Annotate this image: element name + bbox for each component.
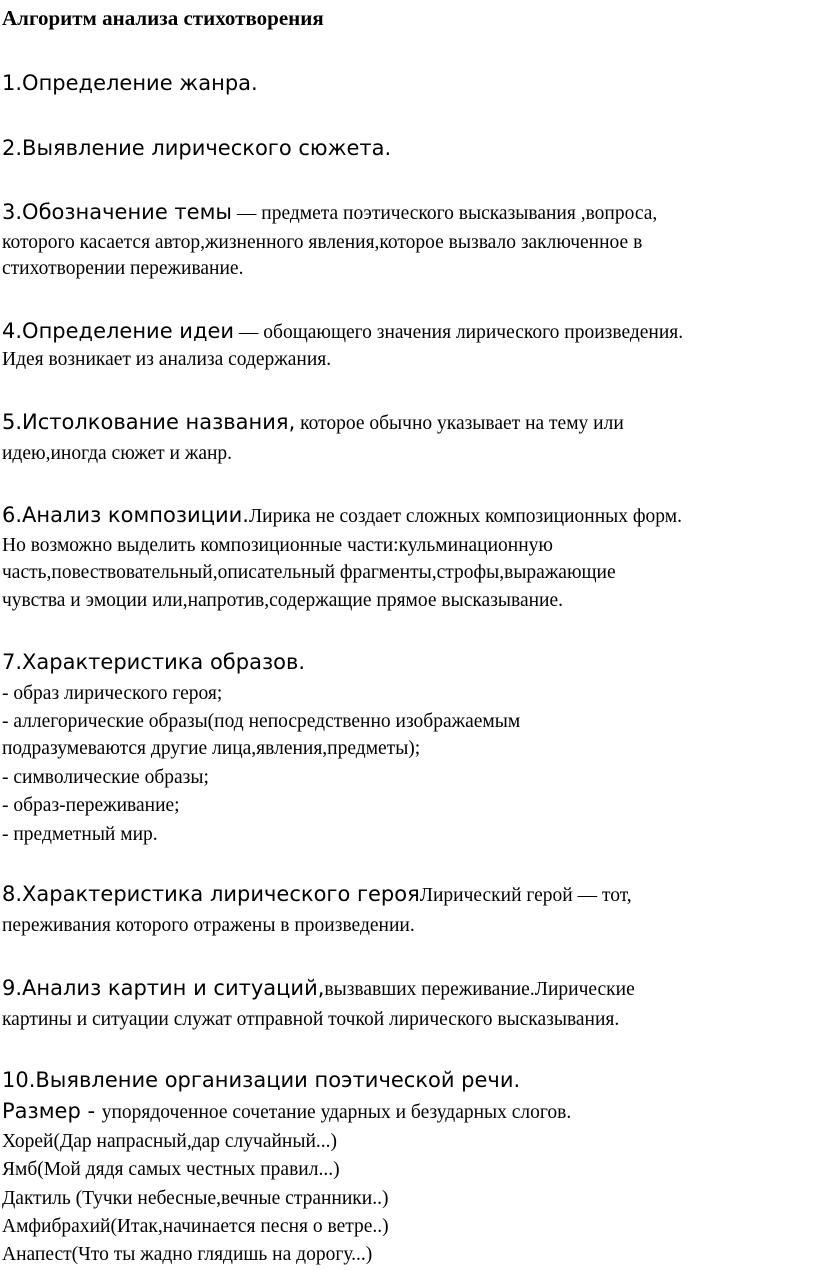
size-heading: Размер - <box>2 1099 102 1123</box>
section-6-heading: 6.Анализ композиции. <box>2 503 249 527</box>
meter-daktil: Дактиль (Тучки небесные,вечные странники..) <box>2 1188 389 1209</box>
section-10-heading: 10.Выявление организации поэтической речи. <box>2 1068 521 1092</box>
section-3-heading: 3.Обозначение темы <box>2 200 233 224</box>
meter-yamb: Ямб(Мой дядя самых честных правил...) <box>2 1159 340 1180</box>
meter-anapest: Анапест(Что ты жадно глядишь на дорогу...) <box>2 1244 373 1265</box>
section-7-item-4: - образ-переживание; <box>2 795 180 816</box>
section-7-heading: 7.Характеристика образов. <box>2 650 306 674</box>
section-1-heading: 1.Определение жанра. <box>2 71 258 95</box>
section-2-heading: 2.Выявление лирического сюжета. <box>2 136 392 160</box>
section-7-item-3: - символические образы; <box>2 767 209 788</box>
section-4-text: обощающего значения лирического произведения. <box>263 322 684 343</box>
section-6-line-2: Но возможно выделить композиционные части:кульминационную <box>2 535 553 556</box>
section-8-line-2: переживания которого отражены в произведении. <box>2 915 415 936</box>
section-3-dash: — <box>232 203 262 224</box>
meter-amfibrakhiy: Амфибрахий(Итак,начинается песня о ветре..) <box>2 1216 389 1237</box>
size-text: упорядоченное сочетание ударных и безударных слогов. <box>101 1102 572 1123</box>
section-8-line-1 <box>2 882 632 908</box>
section-3-text: предмета поэтического высказывания ,вопроса, <box>261 203 658 224</box>
section-5-line-1 <box>2 410 624 436</box>
section-9-line-2: картины и ситуации служат отправной точкой лирического высказывания. <box>2 1009 620 1030</box>
section-6-line-3: часть,повествовательный,описательный фрагменты,строфы,выражающие <box>2 562 616 583</box>
section-5-heading: 5.Истолкование названия, <box>2 410 296 434</box>
section-7-item-2-cont: подразумеваются другие лица,явления,предметы); <box>2 738 421 759</box>
section-4-dash: — <box>234 322 264 343</box>
section-6-line-1 <box>2 503 682 529</box>
section-7-item-1: - образ лирического героя; <box>2 683 223 704</box>
section-5-text: которое обычно указывает на тему или <box>295 413 624 434</box>
section-3-line-2: которого касается автор,жизненного явления,которое вызвало заключенное в <box>2 232 643 253</box>
section-8-heading: 8.Характеристика лирического героя <box>2 882 420 906</box>
section-6-text: Лирика не создает сложных композиционных форм. <box>248 506 682 527</box>
section-7-item-2: - аллегорические образы(под непосредственно изображаемым <box>2 711 521 732</box>
document-title: Алгоритм анализа стихотворения <box>2 6 324 30</box>
section-3-line-1 <box>2 200 657 226</box>
section-8-text: Лирический герой — тот, <box>419 885 632 906</box>
section-4-line-1 <box>2 319 683 345</box>
section-4-heading: 4.Определение идеи <box>2 319 235 343</box>
section-4-line-2: Идея возникает из анализа содержания. <box>2 349 332 370</box>
meter-khorey: Хорей(Дар напрасный,дар случайный...) <box>2 1131 338 1152</box>
section-5-line-2: идею,иногда сюжет и жанр. <box>2 443 233 464</box>
section-9-text: вызвавших переживание.Лирические <box>324 979 635 1000</box>
section-7-item-5: - предметный мир. <box>2 824 158 845</box>
section-9-line-1 <box>2 976 635 1002</box>
section-9-heading: 9.Анализ картин и ситуаций, <box>2 976 325 1000</box>
section-3-line-3: стихотворении переживание. <box>2 258 244 279</box>
section-6-line-4: чувства и эмоции или,напротив,содержащие прямое высказывание. <box>2 590 564 611</box>
section-10-size-line <box>2 1099 571 1125</box>
